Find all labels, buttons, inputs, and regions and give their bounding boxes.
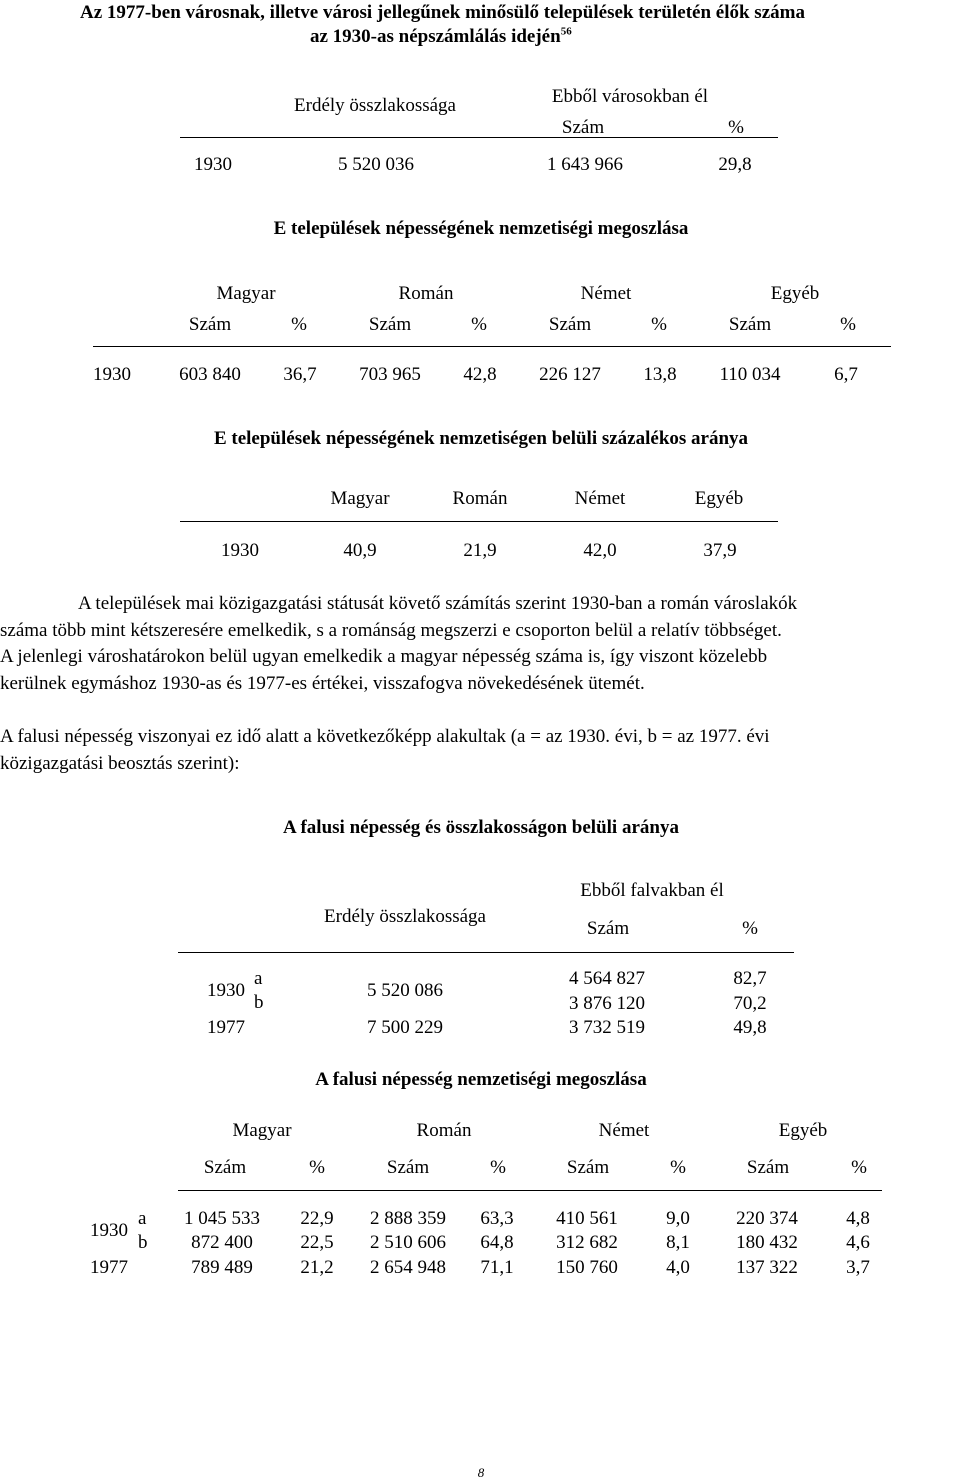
t2-cell: 603 840 [179,364,241,385]
paragraph-1-line: A jelenlegi városhatárokon belül ugyan emelkedik a magyar népesség száma is, így viszont közelebb [0,646,768,667]
t5-cell-a: 63,3 [480,1208,514,1229]
t4-header-rule [178,952,794,953]
t2-sub-szam-4: Szám [728,314,772,335]
t2-group-roman: Román [398,283,454,304]
t1-col-urban: Ebből városokban él [551,86,709,107]
t5-cell-b: 8,1 [666,1232,690,1253]
t5-cell-b: 22,5 [300,1232,334,1253]
t5-cell-1977: 71,1 [480,1257,514,1278]
t4-label-b: b [254,992,264,1013]
t2-sub-szam-1: Szám [188,314,232,335]
paragraph-1-line: A települések mai közigazgatási státusát követő számítás szerint 1930-ban a román városlakók [78,593,798,614]
t4-sub-szam: Szám [586,918,630,939]
t2-group-nemet: Német [580,283,632,304]
t2-cell: 42,8 [463,364,497,385]
t1-pct: 29,8 [718,154,752,175]
t3-group-nemet: Német [574,488,626,509]
t5-header-rule [178,1190,882,1191]
t1-header-rule [180,137,778,138]
t2-cell: 226 127 [539,364,601,385]
t5-sub-szam-3: Szám [566,1157,610,1178]
t1-year: 1930 [194,154,232,175]
t3-group-egyeb: Egyéb [694,488,744,509]
t2-header-rule [93,346,891,347]
t4-b-pct: 70,2 [733,993,767,1014]
t5-group-nemet: Német [598,1120,650,1141]
paragraph-2-line: közigazgatási beosztás szerint): [0,752,240,774]
t4-col-rural: Ebből falvakban él [580,880,724,901]
t2-sub-pct-3: % [651,314,667,335]
t3-cell: 40,9 [343,540,377,561]
t3-year: 1930 [221,540,259,561]
t2-sub-pct-4: % [840,314,856,335]
t5-cell-b: 872 400 [191,1232,253,1253]
paragraph-2-line: A falusi népesség viszonyai ez idő alatt a következőképp alakultak (a = az 1930. évi, b = az 1977. évi [0,726,770,747]
t5-group-roman: Román [416,1120,472,1141]
t5-cell-b: 312 682 [556,1232,618,1253]
t5-cell-a: 9,0 [666,1208,690,1229]
t5-cell-b: 4,6 [846,1232,870,1253]
t2-cell: 110 034 [719,364,781,385]
t4-pct-1977: 49,8 [733,1017,767,1038]
t5-label-b: b [138,1232,148,1253]
t3-cell: 21,9 [463,540,497,561]
t2-group-magyar: Magyar [216,283,276,304]
t5-label-a: a [138,1208,147,1229]
t3-heading: E települések népességének nemzetiségen belüli százalékos aránya [213,428,749,449]
t5-sub-pct-4: % [851,1157,867,1178]
t2-sub-szam-3: Szám [548,314,592,335]
t2-sub-pct-1: % [291,314,307,335]
title-line-2-text: az 1930-as népszámlálás idején [310,26,561,47]
t3-group-roman: Román [452,488,508,509]
t5-cell-b: 64,8 [480,1232,514,1253]
t4-num-1977: 3 732 519 [569,1017,645,1038]
t5-cell-1977: 789 489 [191,1257,253,1278]
t1-urban: 1 643 966 [547,154,623,175]
t5-cell-a: 22,9 [300,1208,334,1229]
t4-a-pct: 82,7 [733,968,767,989]
t4-a-num: 4 564 827 [569,968,645,989]
t1-sub-szam: Szám [561,117,605,138]
t5-cell-1977: 21,2 [300,1257,334,1278]
t4-b-num: 3 876 120 [569,993,645,1014]
title-line-1: Az 1977-ben városnak, illetve városi jellegűnek minősülő települések területén élők száma [80,2,805,23]
t1-sub-pct: % [728,117,744,138]
t5-sub-szam-4: Szám [746,1157,790,1178]
footnote-ref: 56 [560,25,572,38]
t5-cell-b: 180 432 [736,1232,798,1253]
t3-cell: 42,0 [583,540,617,561]
t2-group-egyeb: Egyéb [770,283,820,304]
t1-col-total: Erdély összlakossága [294,95,456,116]
t4-sub-pct: % [742,918,758,939]
t5-cell-1977: 2 654 948 [370,1257,446,1278]
t2-year: 1930 [93,364,131,385]
t2-sub-pct-2: % [471,314,487,335]
t5-sub-pct-2: % [490,1157,506,1178]
t2-cell: 703 965 [359,364,421,385]
t4-total-1930: 5 520 086 [367,980,443,1001]
t5-cell-1977: 137 322 [736,1257,798,1278]
t5-cell-1977: 3,7 [846,1257,870,1278]
t2-sub-szam-2: Szám [368,314,412,335]
t4-year-1930: 1930 [207,980,245,1001]
paragraph-1-line: száma több mint kétszeresére emelkedik, s a románság megszerzi e csoporton belül a relatív többséget. [0,619,782,641]
page-number: 8 [477,1465,485,1480]
t5-year-1930: 1930 [90,1220,128,1241]
t5-group-egyeb: Egyéb [778,1120,828,1141]
t5-cell-a: 410 561 [556,1208,618,1229]
t5-cell-b: 2 510 606 [370,1232,446,1253]
t4-label-a: a [254,968,263,989]
paragraph-1-line: kerülnek egymáshoz 1930-as és 1977-es értékei, visszafogva növekedésének ütemét. [0,672,645,694]
t5-cell-a: 220 374 [736,1208,798,1229]
t2-cell: 36,7 [283,364,317,385]
t5-group-magyar: Magyar [232,1120,292,1141]
t5-year-1977: 1977 [90,1257,128,1278]
t5-sub-szam-1: Szám [203,1157,247,1178]
title-line-2 [310,27,572,46]
t5-cell-a: 4,8 [846,1208,870,1229]
paragraph-1 [0,591,960,697]
t4-col-total: Erdély összlakossága [324,906,486,927]
t5-cell-a: 1 045 533 [184,1208,260,1229]
t4-heading: A falusi népesség és összlakosságon belüli aránya [283,817,679,838]
t1-total: 5 520 036 [338,154,414,175]
t5-sub-szam-2: Szám [386,1157,430,1178]
t3-group-magyar: Magyar [330,488,390,509]
t5-cell-a: 2 888 359 [370,1208,446,1229]
t5-cell-1977: 4,0 [666,1257,690,1278]
t4-total-1977: 7 500 229 [367,1017,443,1038]
t2-cell: 13,8 [643,364,677,385]
t5-sub-pct-3: % [670,1157,686,1178]
t5-sub-pct-1: % [309,1157,325,1178]
t5-heading: A falusi népesség nemzetiségi megoszlása [315,1069,647,1090]
t5-cell-1977: 150 760 [556,1257,618,1278]
t3-cell: 37,9 [703,540,737,561]
t2-cell: 6,7 [834,364,858,385]
t4-year-1977: 1977 [207,1017,245,1038]
paragraph-2 [0,724,960,777]
t2-heading: E települések népességének nemzetiségi megoszlása [273,218,689,239]
t3-header-rule [180,521,778,522]
